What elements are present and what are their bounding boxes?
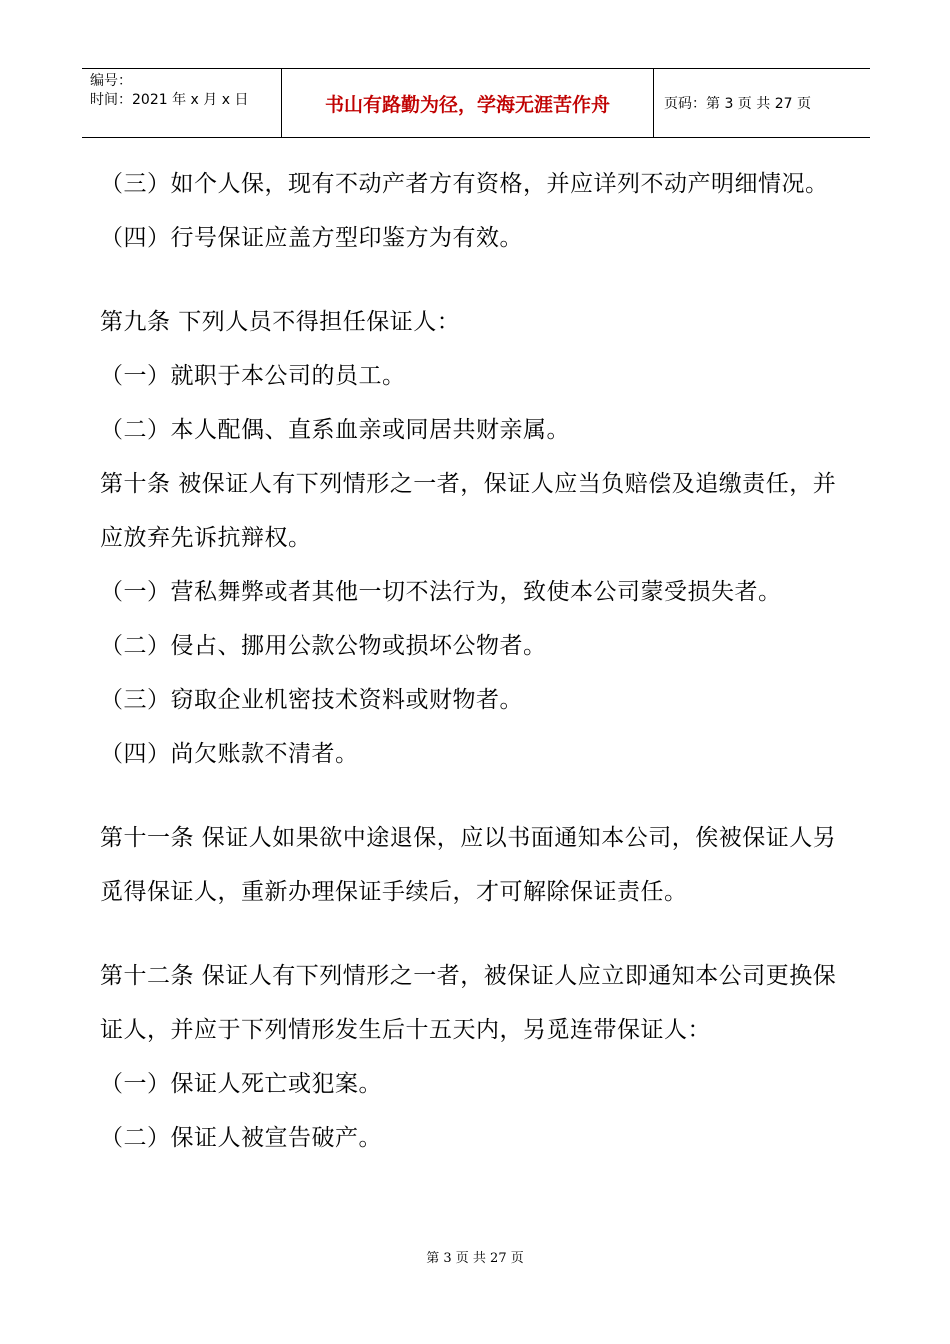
header-page-label: 页码：第 3 页 共 27 页 <box>664 96 811 112</box>
page-header <box>82 68 870 138</box>
paragraph: （三）如个人保，现有不动产者方有资格，并应详列不动产明细情况。 <box>100 171 829 197</box>
paragraph: 第十条 被保证人有下列情形之一者，保证人应当负赔偿及追缴责任，并应放弃先诉抗辩权。 <box>100 471 837 551</box>
header-meta <box>82 69 282 137</box>
paragraph: （二）本人配偶、直系血亲或同居共财亲属。 <box>100 417 570 443</box>
paragraph: 第九条 下列人员不得担任保证人： <box>100 309 461 335</box>
paragraph: （二）保证人被宣告破产。 <box>100 1125 382 1151</box>
paragraph: （一）营私舞弊或者其他一切不法行为，致使本公司蒙受损失者。 <box>100 579 782 605</box>
paragraph: （一）保证人死亡或犯案。 <box>100 1071 382 1097</box>
page-footer: 第 3 页 共 27 页 <box>426 1251 524 1266</box>
time-label: 时间：2021 年 x 月 x 日 <box>90 92 249 108</box>
paragraph: （二）侵占、挪用公款公物或损坏公物者。 <box>100 633 547 659</box>
document-body <box>100 157 840 1165</box>
paragraph: （四）行号保证应盖方型印鉴方为有效。 <box>100 225 523 251</box>
paragraph: （三）窃取企业机密技术资料或财物者。 <box>100 687 523 713</box>
paragraph: 第十二条 保证人有下列情形之一者，被保证人应立即通知本公司更换保证人，并应于下列情形发生后十五天内，另觅连带保证人： <box>100 963 837 1043</box>
paragraph: （四）尚欠账款不清者。 <box>100 741 359 767</box>
paragraph: 第十一条 保证人如果欲中途退保，应以书面通知本公司，俟被保证人另觅得保证人，重新办理保证手续后，才可解除保证责任。 <box>100 825 837 905</box>
number-label: 编号： <box>90 73 132 89</box>
paragraph: （一）就职于本公司的员工。 <box>100 363 406 389</box>
header-motto: 书山有路勤为径，学海无涯苦作舟 <box>282 69 654 137</box>
